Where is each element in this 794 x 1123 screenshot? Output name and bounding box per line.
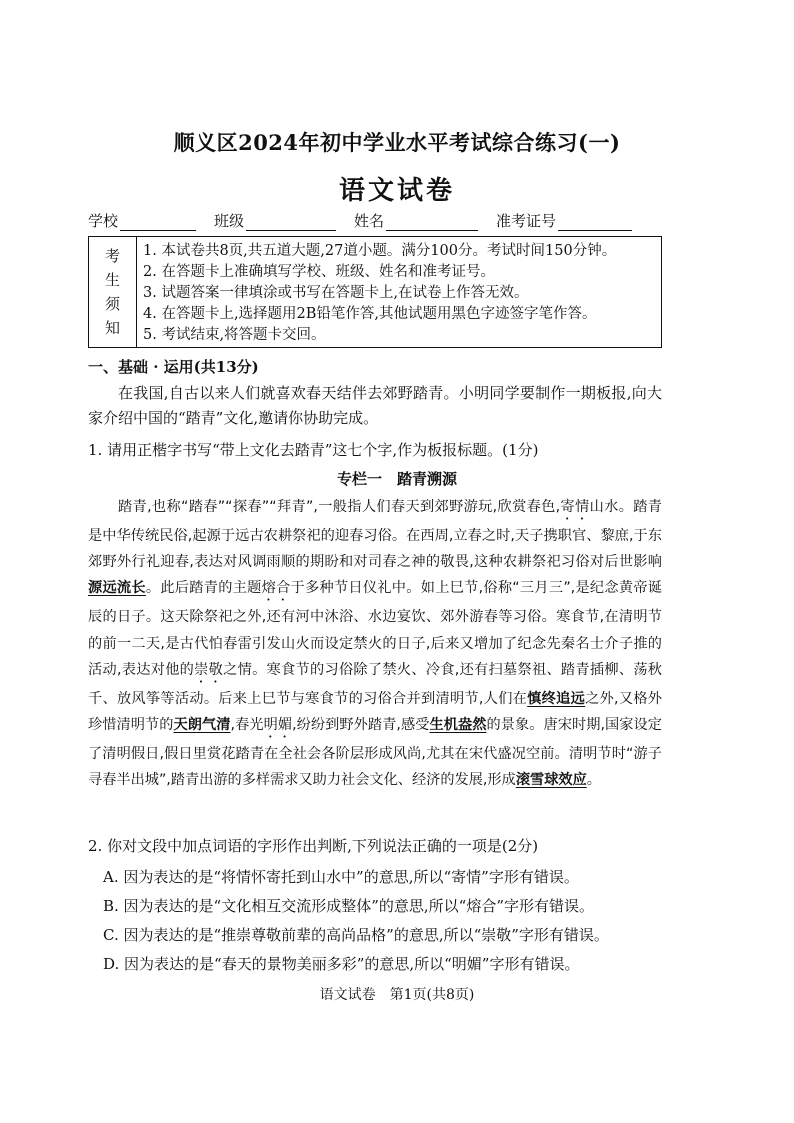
class-field [214,210,336,231]
name-field [354,210,478,231]
class-blank [246,214,336,231]
option-b: B. 因为表达的是“文化相互交流形成整体”的意思,所以“熔合”字形有错误。 [103,897,595,915]
student-info-row [88,210,688,231]
notice-list [137,237,616,347]
option-d: D. 因为表达的是“春天的景物美丽多彩”的意思,所以“明媚”字形有错误。 [103,955,580,973]
class-label: 班级 [214,212,245,230]
question-1: 1. 请用正楷字书写“带上文化去踏青”这七个字,作为板报标题。(1分) [88,441,539,459]
school-blank [120,214,196,231]
notice-item: 2. 在答题卡上准确填写学校、班级、姓名和准考证号。 [143,264,495,280]
question-2-stem: 2. 你对文段中加点词语的字形作出判断,下列说法正确的一项是(2分) [88,837,539,855]
name-blank [386,214,478,231]
underlined-word: 天朗气清 [173,717,231,734]
underlined-word: 生机盎然 [429,717,487,734]
school-label: 学校 [88,212,119,230]
name-label: 姓名 [354,212,385,230]
page-footer: 语文试卷 第1页(共8页) [319,987,475,1003]
underlined-word: 滚雪球效应 [515,772,587,789]
underlined-word: 源远流长 [88,580,146,597]
underlined-word: 慎终追远 [527,690,586,707]
exam-notice-box [88,236,662,348]
exam-id-field [496,210,632,231]
exam-subtitle: 语文试卷 [338,176,455,206]
notice-label: 考 生 须 知 [89,237,137,347]
dotted-word: 明媚 [263,717,293,734]
dotted-word: 崇敬 [194,661,224,678]
column-title: 专栏一 踏青溯源 [336,470,457,488]
exam-id-label: 准考证号 [496,212,557,230]
notice-item: 5. 考试结束,将答题卡交回。 [143,327,326,343]
notice-item: 4. 在答题卡上,选择题用2B铅笔作答,其他试题用黑色字迹签字笔作答。 [143,306,597,322]
reading-passage: 踏青,也称“踏春”“探春”“拜青”,一般指人们春天到郊野游玩,欣赏春色,寄情山水。踏青是中华传统民俗,起源于远古农耕祭祀的迎春习俗。在西周,立春之时,天子携职官、黎庶,于东郊野外行礼迎春,表达对风调雨顺的期盼和对司春之神的敬畏,这种农耕祭祀习俗对后世影响源远流长。此后踏青的主题熔合于多种节日仪礼中。如上巳节,俗称“三月三”,是纪念黄帝诞辰的日子。这天除祭祀之外,还有河中沐浴、水边宴饮、郊外游春等习俗。寒食节,在清明节的前一二天,是古代怕春雷引发山火而设定禁火的日子,后来又增加了纪念先秦名士介子推的活动,表达对他的崇敬之情。寒食节的习俗除了禁火、冷食,还有扫墓祭祖、踏青插柳、荡秋千、放风筝等活动。后来上巳节与寒食节的习俗合并到清明节,人们在慎终追远之外,又格外珍惜清明节的天朗气清,春光明媚,纷纷到野外踏青,感受生机盎然的景象。唐宋时期,国家设定了清明假日,假日里赏花踏青在全社会各阶层形成风尚,尤其在宋代盛况空前。清明节时“游子寻春半出城”,踏青出游的多样需求又助力社会文化、经济的发展,形成滚雪球效应。 [88,499,662,789]
notice-item: 3. 试题答案一律填涂或书写在答题卡上,在试卷上作答无效。 [143,285,529,301]
section-heading: 一、基础 · 运用(共13分) [88,358,259,376]
option-c: C. 因为表达的是“推崇尊敬前辈的高尚品格”的意思,所以“崇敬”字形有错误。 [103,926,609,944]
option-a: A. 因为表达的是“将情怀寄托到山水中”的意思,所以“寄情”字形有错误。 [103,868,579,886]
school-field [88,210,196,231]
exam-title: 顺义区2024年初中学业水平考试综合练习(一) [173,130,621,155]
exam-id-blank [558,214,632,231]
dotted-word: 寄情 [560,499,590,515]
dotted-word: 熔合 [261,580,291,597]
section-intro: 在我国,自古以来人们就喜欢春天结伴去郊野踏青。小明同学要制作一期板报,向大家介绍中国的“踏青”文化,邀请你协助完成。 [88,384,662,427]
notice-item: 1. 本试卷共8页,共五道大题,27道小题。满分100分。考试时间150分钟。 [143,243,617,259]
